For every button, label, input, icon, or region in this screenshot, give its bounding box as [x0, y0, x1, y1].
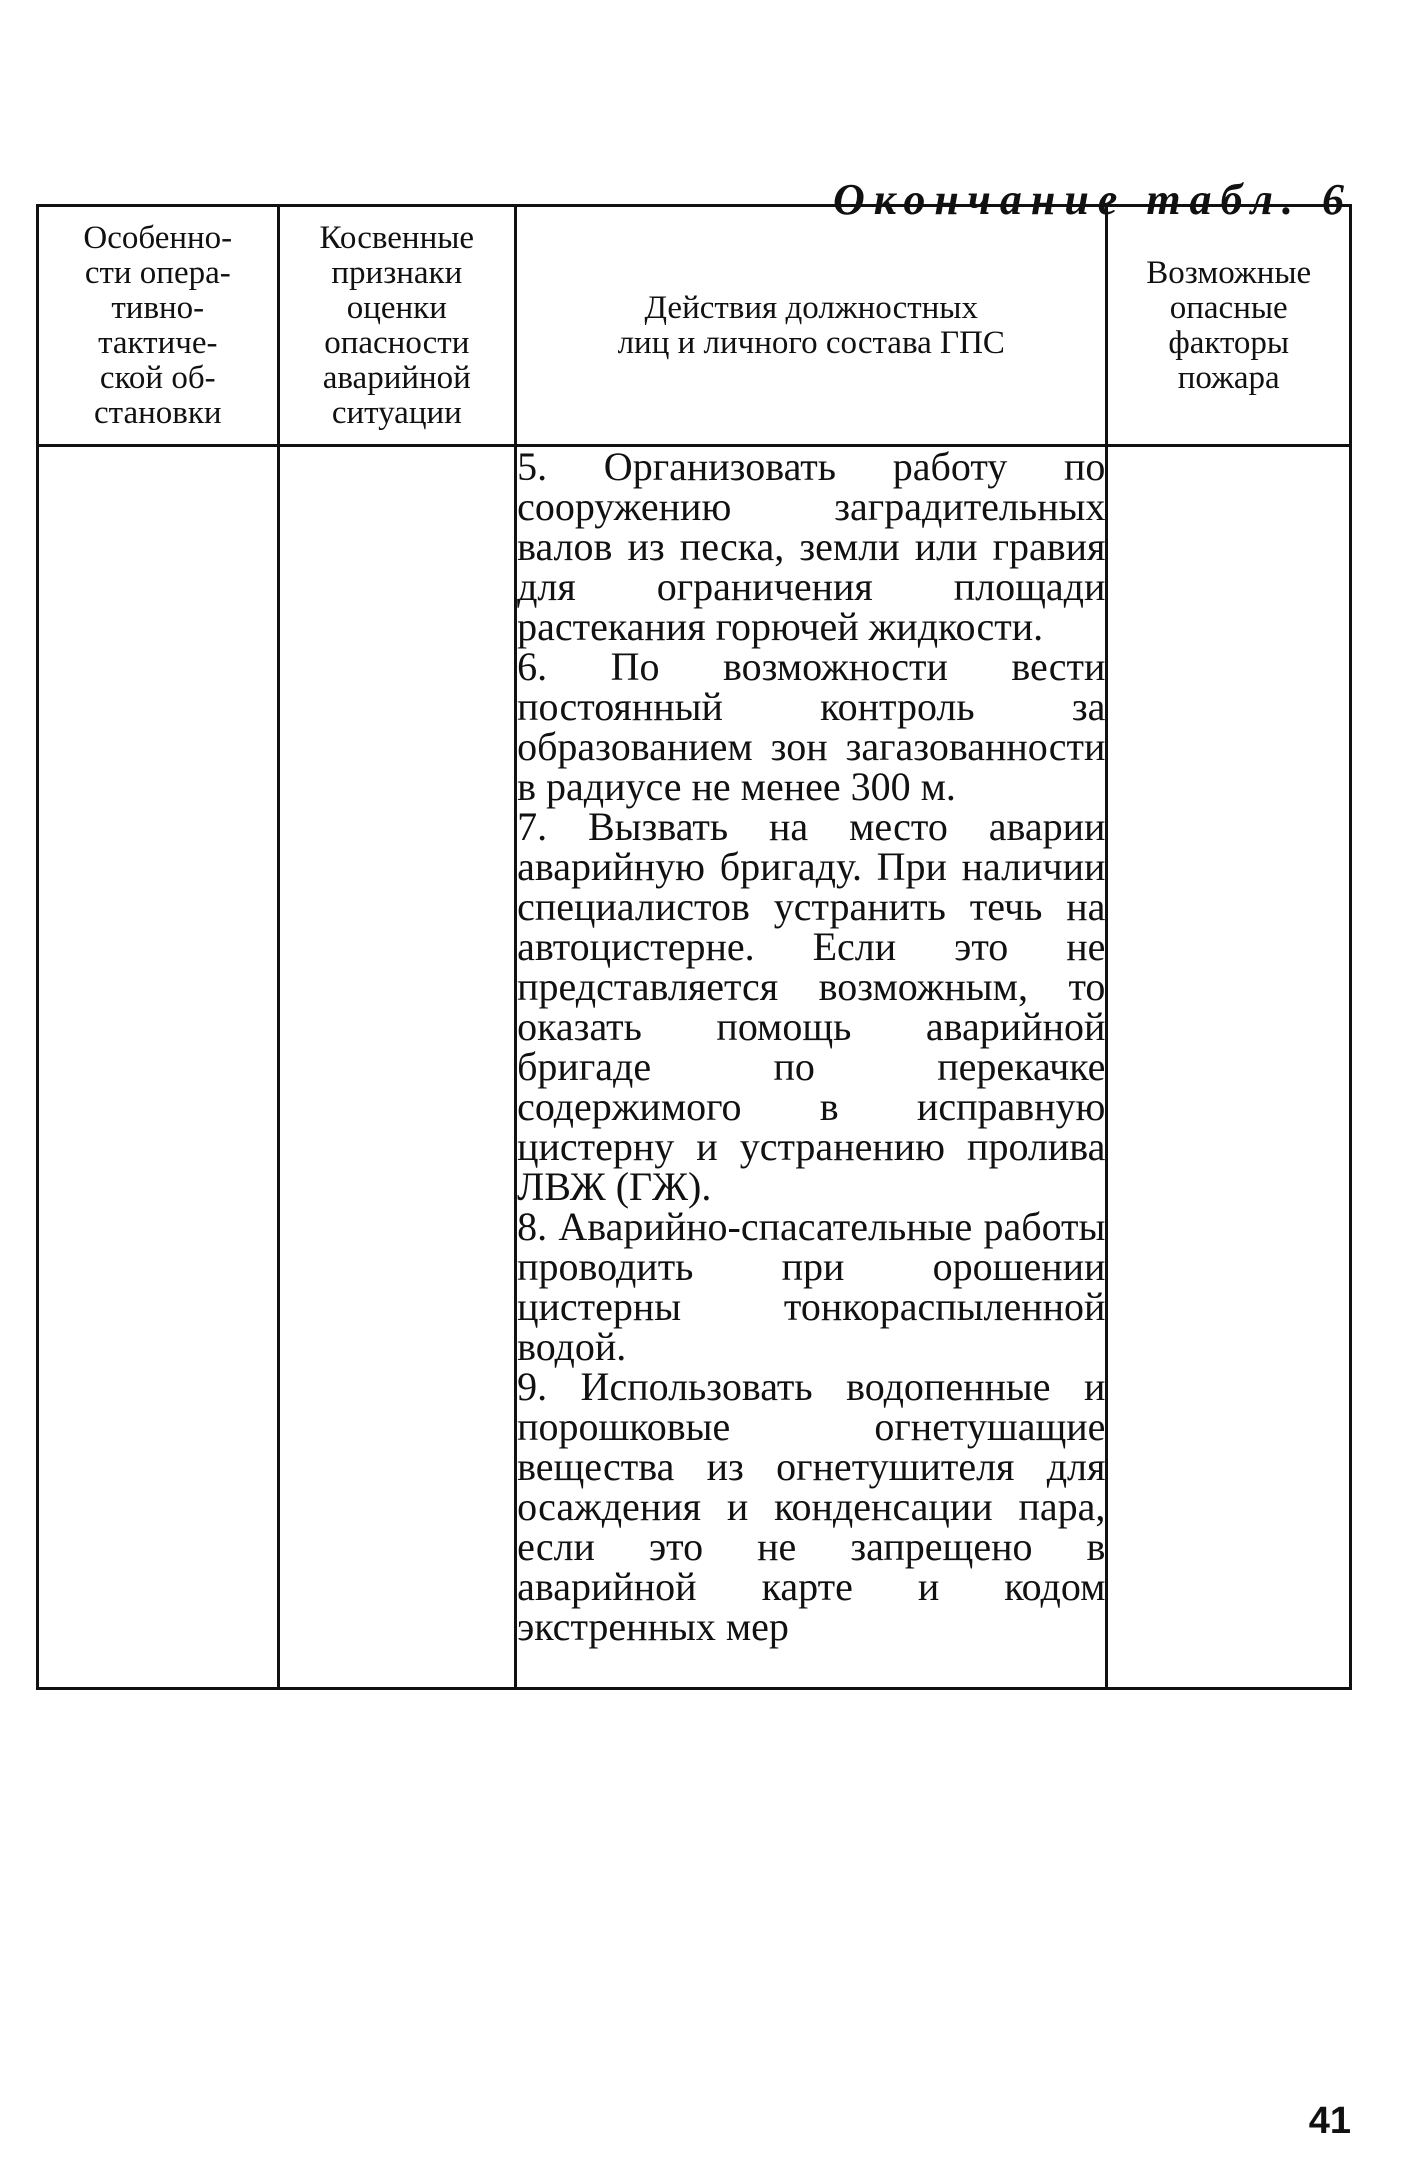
table-header-row: [38, 206, 1351, 446]
header-actions-text: Действия должностных лиц и личного состава ГПС: [617, 289, 1005, 361]
cell-indirect-signs: [278, 446, 516, 1689]
header-cell-features: [38, 206, 279, 446]
header-cell-indirect-signs: [278, 206, 516, 446]
table-caption: Окончание табл. 6: [832, 175, 1353, 224]
action-item-6: 6. По возможности вести постоянный контроль за образованием зон загазованности в радиусе не менее 300 м.: [517, 644, 1106, 809]
action-item-7: 7. Вызвать на место аварии аварийную бригаду. При наличии специалистов устранить течь на автоцистерне. Если это не представляется возможным, то оказать помощь аварийной бригаде по перекачке содержимого в исправную цистерну и устранению пролива ЛВЖ (ГЖ).: [517, 804, 1106, 1209]
document-table: [36, 204, 1352, 1690]
action-item-8: 8. Аварийно-спасательные работы проводить при орошении цистерны тонкораспыленной водой.: [517, 1204, 1106, 1369]
table-row: [38, 446, 1351, 1689]
header-indirect-signs-text: Косвенные признаки оценки опасности аварийной ситуации: [319, 219, 475, 431]
header-hazards-text: Возможные опасные факторы пожара: [1146, 254, 1312, 396]
header-cell-actions: [516, 206, 1107, 446]
cell-actions: [516, 446, 1107, 1689]
action-item-5: 5. Организовать работу по сооружению заградительных валов из песка, земли или гравия для ограничения площади растекания горючей жидкости.: [517, 444, 1106, 649]
action-item-9: 9. Использовать водопенные и порошковые огнетушащие вещества из огнетушителя для осаждения и конденсации пара, если это не запрещено в аварийной карте и кодом экстренных мер: [517, 1364, 1106, 1649]
page-number: 41: [1308, 2100, 1351, 2142]
header-cell-hazards: [1107, 206, 1351, 446]
header-features-text: Особенно- сти опера- тивно- тактиче- ской об- становки: [83, 219, 233, 431]
cell-hazards: [1107, 446, 1351, 1689]
cell-features: [38, 446, 279, 1689]
